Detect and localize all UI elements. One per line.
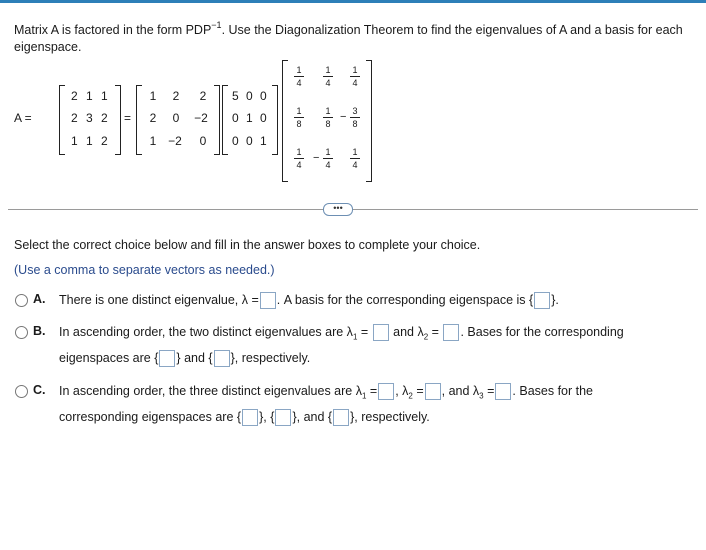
matrix-cell: 1: [149, 134, 157, 148]
fraction-cell: 1 4: [348, 147, 362, 170]
lambda1-input[interactable]: [378, 383, 394, 400]
lhs-label: A =: [14, 111, 32, 125]
top-accent-bar: [0, 0, 706, 3]
fraction-cell: 1 8: [321, 106, 335, 129]
basis1-input[interactable]: [159, 350, 175, 367]
lambda1-input[interactable]: [373, 324, 389, 341]
option-b-text: In ascending order, the two distinct eigenvalues are λ: [59, 324, 353, 339]
matrix-cell: 0: [199, 134, 207, 148]
basis-input-group: { }: [270, 409, 296, 426]
option-b-letter: B.: [33, 324, 46, 338]
instruction-text: Select the correct choice below and fill in the answer boxes to complete your choice.: [14, 238, 481, 252]
matrix-cell: 0: [260, 89, 267, 103]
matrix-cell: 3: [86, 111, 93, 125]
matrix-cell: 5: [232, 89, 239, 103]
matrix-cell: 0: [260, 111, 267, 125]
matrix-cell: 1: [246, 111, 253, 125]
matrix-cell: 2: [149, 111, 157, 125]
fraction-cell: 1 4: [292, 65, 306, 88]
option-c[interactable]: C. In ascending order, the three distinct eigenvalues are $\lambda_1$ = , $\lambda_2$ = , and $\lambda_3$ = . Bases for the corresponding eigenspaces are { }, { }, and { }, respectively.: [15, 383, 695, 429]
matrix-cell: 2: [172, 89, 180, 103]
minus-sign: −: [313, 152, 320, 164]
matrix-cell: 1: [260, 134, 267, 148]
option-c-radio[interactable]: [15, 385, 28, 398]
matrix-cell: 1: [71, 134, 78, 148]
hint-text: (Use a comma to separate vectors as needed.): [14, 263, 275, 277]
basis2-input[interactable]: [275, 409, 291, 426]
option-c-letter: C.: [33, 383, 46, 397]
matrix-cell: 0: [232, 134, 239, 148]
matrix-cell: 1: [149, 89, 157, 103]
matrix-a: [59, 85, 121, 155]
matrix-cell: 1: [86, 134, 93, 148]
option-b[interactable]: B. In ascending order, the two distinct eigenvalues are $\lambda_1$ = and $\lambda_2$ = . Bases for the corresponding eigenspaces are { } and { }, respectively.: [15, 324, 695, 370]
basis-input[interactable]: [534, 292, 550, 309]
lambda3-input[interactable]: [495, 383, 511, 400]
basis-input-group: { }: [208, 350, 234, 367]
option-a[interactable]: [15, 292, 695, 312]
basis-input-group: { }: [328, 409, 354, 426]
basis1-input[interactable]: [242, 409, 258, 426]
fraction-cell: 1 4: [321, 147, 335, 170]
minus-sign: −: [340, 111, 347, 123]
option-b-radio[interactable]: [15, 326, 28, 339]
matrix-cell: 2: [71, 111, 78, 125]
expand-button[interactable]: •••: [323, 203, 353, 216]
matrix-cell: 1: [86, 89, 93, 103]
matrix-cell: 2: [101, 111, 108, 125]
fraction-cell: 1 4: [321, 65, 335, 88]
matrix-cell: 0: [246, 89, 253, 103]
matrix-p: [136, 85, 220, 155]
lambda2-input[interactable]: [425, 383, 441, 400]
matrix-cell: −2: [194, 111, 208, 125]
matrix-cell: 0: [172, 111, 180, 125]
matrix-cell: 0: [232, 111, 239, 125]
fraction-cell: 1 4: [348, 65, 362, 88]
basis-input-group: { }: [529, 292, 555, 309]
eigenvalue-input[interactable]: [260, 292, 276, 309]
option-a-letter: A.: [33, 292, 46, 306]
fraction-cell: 1 8: [292, 106, 306, 129]
equals-sign: =: [124, 111, 132, 125]
basis2-input[interactable]: [214, 350, 230, 367]
fraction-cell: 3 8: [348, 106, 362, 129]
option-c-text: In ascending order, the three distinct eigenvalues are λ: [59, 383, 362, 398]
basis-input-group: { }: [154, 350, 180, 367]
option-a-text: . A basis for the corresponding eigenspace is: [276, 292, 526, 307]
question-text: Matrix A is factored in the form $PDP^{-1}$. Use the Diagonalization Theorem to find the eigenvalues of A and a basis for each eigenspace.: [14, 20, 683, 55]
option-a-period: .: [555, 292, 559, 307]
lambda2-input[interactable]: [443, 324, 459, 341]
basis3-input[interactable]: [333, 409, 349, 426]
matrix-cell: 2: [71, 89, 78, 103]
option-a-text: There is one distinct eigenvalue, λ =: [59, 292, 259, 307]
basis-input-group: { }: [237, 409, 263, 426]
fraction-cell: 1 4: [292, 147, 306, 170]
matrix-d: [222, 85, 278, 155]
option-a-radio[interactable]: [15, 294, 28, 307]
matrix-cell: −2: [168, 134, 182, 148]
matrix-cell: 1: [101, 89, 108, 103]
matrix-cell: 2: [101, 134, 108, 148]
matrix-p-inverse: [282, 60, 372, 182]
matrix-cell: 0: [246, 134, 253, 148]
section-divider: [8, 209, 698, 210]
matrix-cell: 2: [199, 89, 207, 103]
